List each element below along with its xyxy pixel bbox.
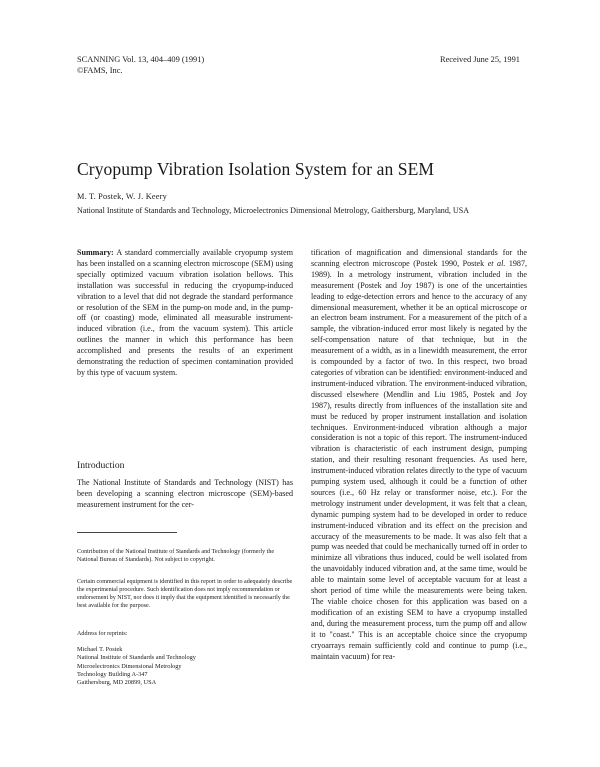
address-label: Address for reprints:: [77, 631, 128, 637]
address-line: Microelectronics Dimensional Metrology: [77, 662, 182, 670]
summary-paragraph: [77, 248, 293, 379]
et-al: et al.: [487, 258, 506, 268]
section-heading-introduction: Introduction: [77, 460, 125, 471]
journal-citation: [77, 54, 204, 76]
summary-text: A standard commercially available cryopump system has been installed on a scanning electron microscope (SEM) using specially optimized vacuum vibration isolation bellows. This installation was successful in reducing the cryopump-induced vibration to a level that did not degrade the standard performance or resolution of the SEM in the pump-on mode and, in the pump-off (or coasting) mode, eliminated all measurable instrument-induced vibration (i.e., from the vacuum system). This article outlines the manner in which this performance has been accomplished and presents the results of an experiment demonstrating the reduction of specimen contamination provided by this type of vacuum system.: [77, 248, 293, 377]
article-authors: M. T. Postek, W. J. Keery: [77, 192, 167, 201]
journal-line-2: ©FAMS, Inc.: [77, 66, 123, 75]
body-text-part-1: tification of magnification and dimensional standards for the scanning electron microscope (Postek 1990, Postek: [311, 248, 527, 268]
reprint-address: [77, 646, 196, 687]
article-affiliation: National Institute of Standards and Technology, Microelectronics Dimensional Metrology, Gaithersburg, Maryland, USA: [77, 206, 470, 215]
received-date: Received June 25, 1991: [439, 55, 520, 64]
address-line: Gaithersburg, MD 20899, USA: [77, 679, 157, 687]
address-line: Technology Building A-347: [77, 670, 148, 678]
journal-line-1: SCANNING Vol. 13, 404–409 (1991): [77, 55, 205, 64]
summary-label: Summary:: [77, 248, 114, 257]
footnote-divider: [77, 532, 177, 533]
address-line: National Institute of Standards and Technology: [77, 654, 196, 662]
body-text-part-2: 1987, 1989). In a metrology instrument, vibration included in the measurement (Postek and Joy 1987) is one of the uncertainties leading to edge-detection errors and hence to the accuracy of any dimensional measurement, whether it be an optical microscope or an electron beam instrument. For a measurement of the pitch of a sample, the vibration-induced error most likely is negated by the self-compensation nature of that technique, but in the measurement of a width, as in a linewidth measurement, the error is compounded by a factor of two. In this respect, two broad categories of vibration can be identified: environment-induced and instrument-induced vibration. The environment-induced vibration, discussed elsewhere (Mendlin and Liu 1985, Postek and Joy 1987), results directly from influences of the installation site and must be reduced by proper instrument installation and isolation techniques. Environment-induced vibration although a major consideration is not a topic of this report. The instrument-induced vibration is characteristic of each instrument design, pumping station, and their resulting resonant frequencies. As used here, instrument-induced vibration relates directly to the type of vacuum pumping system used, although it could be a function of other sources (i.e., 60 Hz relay or transformer noise, etc.). For the metrology instrument under development, it was felt that a clean, dynamic pumping system had to be developed in order to reduce instrument-induced vibration and its effect on the precision and accuracy of the measurements to be made. It was also felt that a pump was needed that could be mechanically turned off in order to minimize all vibrations thus induced, could be well isolated from the unavoidably induced vibration and, at the same time, would be able to maintain some level of acceptable vacuum for at least a short period of time while the measurements were being taken. The viable choice chosen for this application was based on a modification of an existing SEM to have a cryopump installed and, during the measurement process, turn the pump off and allow it to "coast." This is an acceptable choice since the cryopump cryoarrays remain sufficiently cold and continue to pump (i.e., maintain vacuum) for rea-: [311, 258, 527, 661]
footnote-contribution: Contribution of the National Institute of Standards and Technology (formerly the National Bureau of Standards). Not subject to copyright.: [77, 549, 275, 564]
address-line: Michael T. Postek: [77, 646, 123, 653]
article-title: Cryopump Vibration Isolation System for an SEM: [77, 159, 435, 179]
footnote-disclaimer: Certain commercial equipment is identified in this report in order to adequately describe the experimental procedure. Such identification does not imply recommendation or endorsement by NIST, nor does it imply that the equipment identified is necessarily the best available for the purpose.: [77, 579, 293, 610]
right-column-body: [311, 248, 527, 662]
introduction-paragraph: The National Institute of Standards and Technology (NIST) has been developing a scanning electron microscope (SEM)-based measurement instrument for the cer-: [77, 478, 293, 509]
